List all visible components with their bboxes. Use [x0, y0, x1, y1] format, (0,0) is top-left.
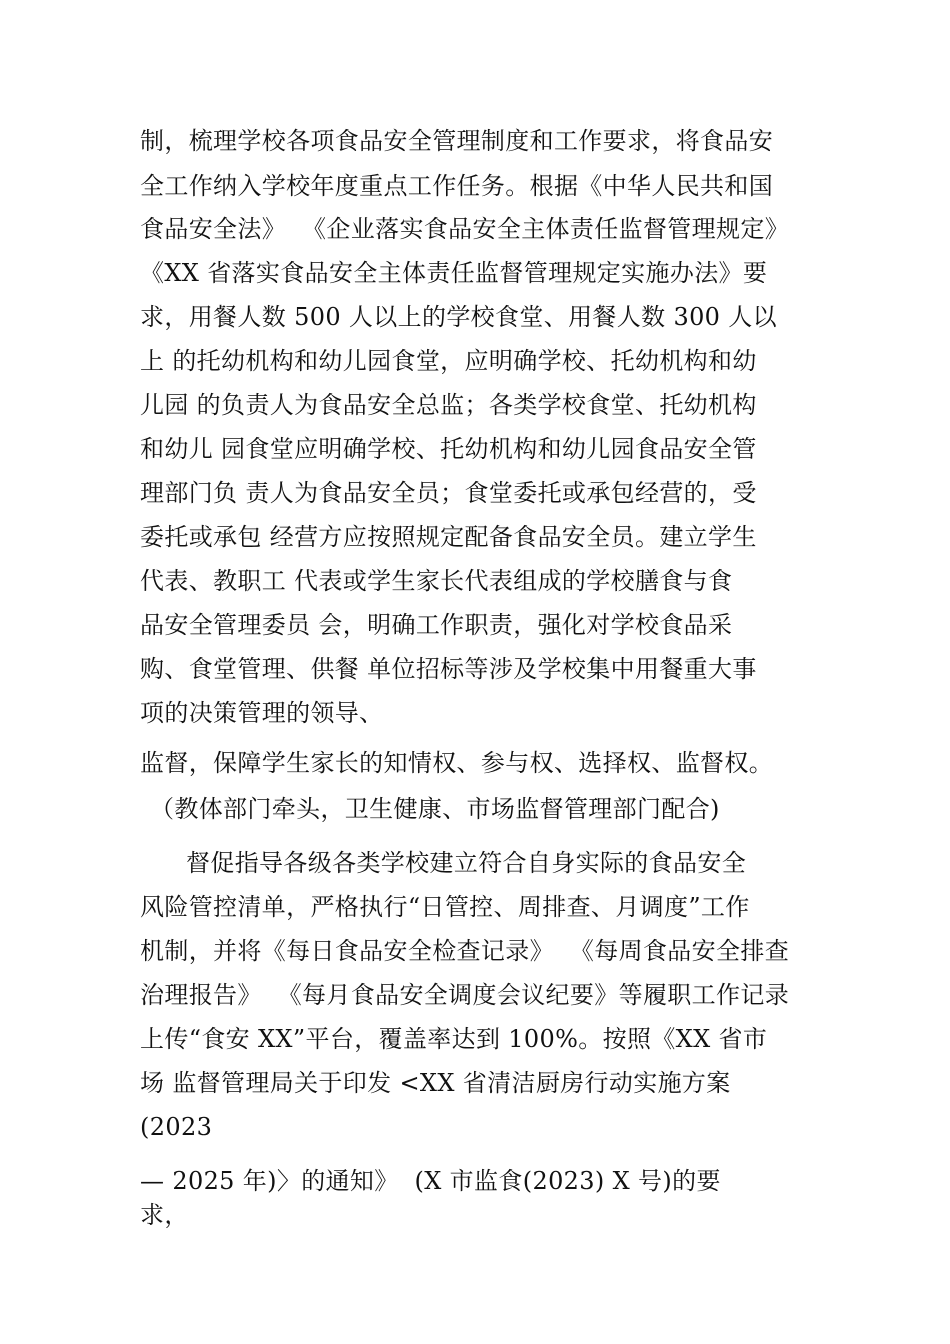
text-line: 购、食堂管理、供餐 单位招标等涉及学校集中用餐重大事	[140, 655, 757, 683]
text-line: (2023	[140, 1113, 213, 1141]
text-line: — 2025 年)〉的通知》 (X 市监食(2023) X 号)的要	[140, 1167, 721, 1195]
text-line: 求，用餐人数 500 人以上的学校食堂、用餐人数 300 人以	[140, 303, 777, 331]
text-line: 治理报告》 《每月食品安全调度会议纪要》等履职工作记录	[140, 981, 790, 1009]
text-line: 场 监督管理局关于印发 <XX 省清洁厨房行动实施方案	[140, 1069, 731, 1097]
text-line: 和幼儿 园食堂应明确学校、托幼机构和幼儿园食品安全管	[140, 435, 757, 463]
text-line: 委托或承包 经营方应按照规定配备食品安全员。建立学生	[140, 523, 757, 551]
text-line: 制，梳理学校各项食品安全管理制度和工作要求，将食品安	[140, 127, 774, 155]
text-line: 项的决策管理的领导、	[140, 699, 384, 727]
text-line: 机制，并将《每日食品安全检查记录》 《每周食品安全排查	[140, 937, 790, 965]
text-line: 品安全管理委员 会，明确工作职责，强化对学校食品采	[140, 611, 733, 639]
text-line: （教体部门牵头，卫生健康、市场监督管理部门配合)	[150, 795, 720, 823]
text-line: 理部门负 责人为食品安全员；食堂委托或承包经营的，受	[140, 479, 757, 507]
text-line: 求，	[140, 1201, 189, 1229]
text-line: 风险管控清单，严格执行“日管控、周排查、月调度”工作	[140, 893, 750, 921]
text-line: 监督，保障学生家长的知情权、参与权、选择权、监督权。	[140, 749, 774, 777]
paragraph-start-line: 督促指导各级各类学校建立符合自身实际的食品安全	[186, 849, 747, 877]
text-line: 儿园 的负责人为食品安全总监；各类学校食堂、托幼机构	[140, 391, 757, 419]
text-line: 上传“食安 XX”平台，覆盖率达到 100%。按照《XX 省市	[140, 1025, 768, 1053]
text-line: 上 的托幼机构和幼儿园食堂，应明确学校、托幼机构和幼	[140, 347, 757, 375]
text-line: 代表、教职工 代表或学生家长代表组成的学校膳食与食	[140, 567, 733, 595]
text-line: 食品安全法》 《企业落实食品安全主体责任监督管理规定》	[140, 215, 790, 243]
text-line: 《XX 省落实食品安全主体责任监督管理规定实施办法》要	[140, 259, 768, 287]
text-line: 全工作纳入学校年度重点工作任务。根据《中华人民共和国	[140, 172, 774, 200]
